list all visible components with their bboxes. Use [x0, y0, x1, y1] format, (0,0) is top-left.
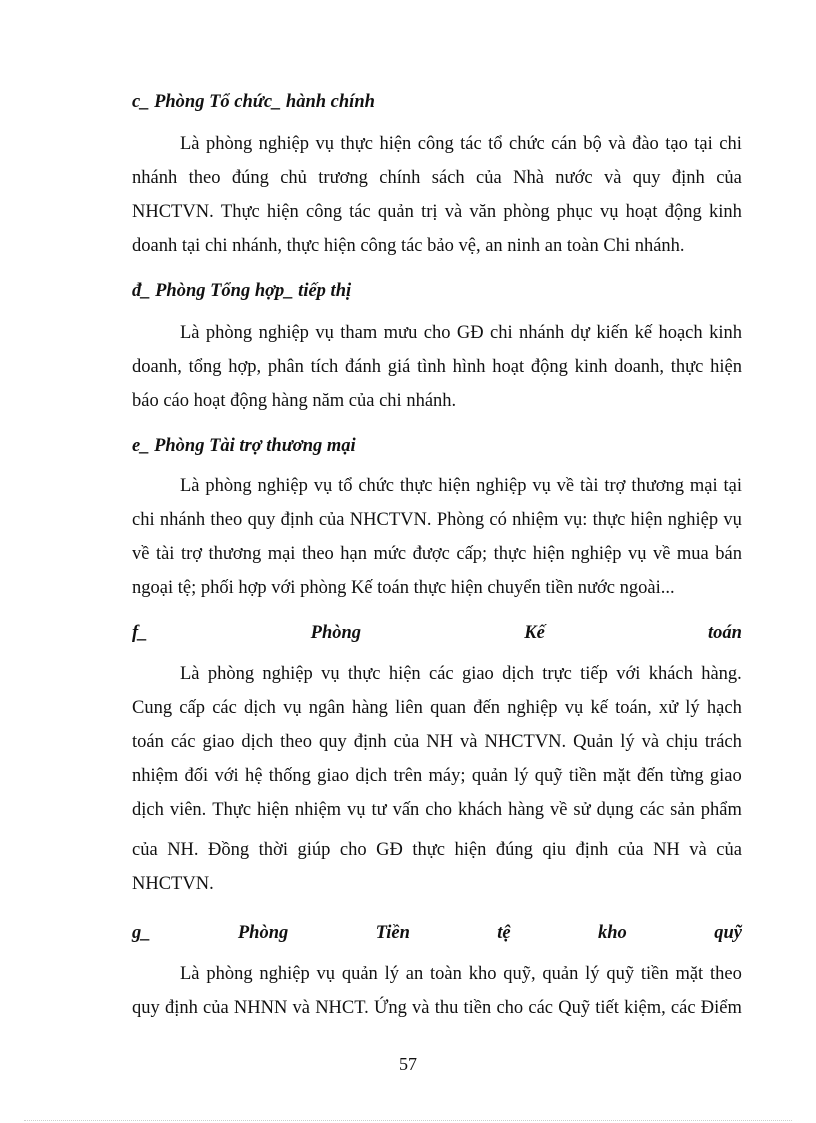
word: định: [353, 732, 387, 752]
word: toán,: [615, 698, 652, 718]
word: của: [716, 840, 742, 860]
word: vụ:: [563, 510, 588, 530]
word: dịch: [502, 664, 534, 684]
footer-dotted-rule: [24, 1120, 792, 1121]
word: thời: [258, 840, 288, 860]
word: và: [292, 998, 310, 1018]
word: theo: [301, 544, 334, 564]
word: cho: [496, 998, 524, 1018]
text-line: [132, 833, 742, 867]
word: sản: [670, 800, 695, 820]
word: quản: [341, 964, 378, 984]
word: hàng: [508, 800, 545, 820]
word: Thực: [220, 202, 260, 222]
heading-word: f_: [132, 623, 148, 643]
text-line: [132, 991, 742, 1025]
word: ngân: [308, 698, 345, 718]
word: NHCT.: [315, 998, 369, 1018]
heading-word: Kế: [524, 623, 545, 643]
word: Quản: [573, 732, 614, 752]
word: hạch: [706, 698, 742, 718]
page-number: 57: [399, 1054, 417, 1074]
word: nghiệp: [507, 698, 558, 718]
word: hiện: [710, 357, 742, 377]
word: viên.: [169, 800, 207, 820]
word: nhánh: [519, 323, 565, 343]
word: cho: [339, 840, 367, 860]
word: quy: [632, 168, 661, 188]
word: thương: [208, 544, 262, 564]
word: của: [318, 510, 345, 530]
word: hệ: [244, 766, 263, 786]
word: định: [280, 510, 314, 530]
word: bán: [715, 544, 742, 564]
section-body-d: [132, 316, 742, 418]
section-body-c: [132, 127, 742, 263]
word: kiệm,: [624, 998, 666, 1018]
word: chính: [379, 168, 421, 188]
word: vụ: [347, 800, 366, 820]
word: đến: [636, 766, 664, 786]
word: và: [689, 840, 707, 860]
section-heading-g: [132, 921, 742, 945]
word: động: [530, 357, 568, 377]
word: cho: [425, 800, 452, 820]
word: từng: [669, 766, 704, 786]
word: hoạt: [492, 357, 525, 377]
word: phẩm: [700, 800, 742, 820]
word: GĐ: [456, 323, 484, 343]
word: kế: [634, 323, 653, 343]
heading-word: g_: [132, 923, 151, 943]
word: tiền: [463, 998, 492, 1018]
word: quỹ: [606, 964, 635, 984]
word: vấn: [392, 800, 420, 820]
word: trợ: [604, 476, 626, 496]
word: nghiệp: [262, 664, 313, 684]
word: chịu: [666, 732, 698, 752]
word: tiền: [568, 766, 597, 786]
word: với: [616, 664, 641, 684]
word: tiếp: [580, 664, 608, 684]
word: Là: [180, 964, 200, 984]
word: của: [393, 732, 420, 752]
word: chức: [508, 134, 545, 154]
word: dịch: [132, 800, 164, 820]
word: phân: [267, 357, 304, 377]
word: của: [617, 840, 644, 860]
word: chi: [132, 510, 155, 530]
word: tham: [340, 323, 378, 343]
word: công: [305, 202, 342, 222]
word: và: [444, 202, 463, 222]
word: cấp;: [456, 544, 488, 564]
word: Thực: [212, 800, 252, 820]
word: hoạch: [658, 323, 703, 343]
word: tích: [310, 357, 339, 377]
word: chi: [719, 134, 742, 154]
word: hiện: [454, 840, 487, 860]
word: quỹ: [534, 766, 563, 786]
word: thu: [434, 998, 459, 1018]
word: kinh: [574, 357, 608, 377]
word: tác: [349, 202, 371, 222]
word: mại: [267, 544, 296, 564]
word: đào: [632, 134, 659, 154]
word: trợ: [180, 544, 203, 564]
word: phòng: [205, 134, 253, 154]
word: nhiệm: [512, 510, 559, 530]
word: thực: [493, 544, 527, 564]
text-line: [132, 127, 742, 161]
word: NH.: [167, 840, 199, 860]
word: vụ: [321, 664, 340, 684]
word: hiện: [257, 800, 289, 820]
word: Là: [180, 323, 200, 343]
section-body-g: [132, 957, 742, 1025]
heading-word: toán: [708, 623, 742, 643]
word: trương: [318, 168, 368, 188]
word: Quỹ: [558, 998, 591, 1018]
word: dịch: [355, 766, 388, 786]
text-line: doanh tại chi nhánh, thực hiện công tác bảo vệ, an ninh an toàn Chi nhánh.: [132, 236, 685, 256]
section-heading-d: đ_ Phòng Tổng hợp_ tiếp thị: [132, 281, 352, 301]
word: dịch: [244, 698, 276, 718]
word: hiện: [630, 510, 663, 530]
word: tác: [460, 134, 482, 154]
word: giá: [387, 357, 411, 377]
word: mua: [676, 544, 709, 564]
word: cấp: [179, 698, 205, 718]
word: thực: [340, 134, 374, 154]
word: quản: [377, 202, 414, 222]
word: hiện: [438, 476, 471, 496]
word: hiện: [266, 202, 299, 222]
word: nước: [555, 168, 593, 188]
word: thống: [268, 766, 311, 786]
word: hiện: [379, 134, 412, 154]
word: hiện: [532, 544, 565, 564]
word: hình: [452, 357, 486, 377]
word: kiến: [596, 323, 629, 343]
word: nghiệp: [258, 134, 309, 154]
word: đến: [473, 698, 500, 718]
word: mưu: [383, 323, 418, 343]
text-line: [132, 469, 742, 503]
word: sách: [431, 168, 465, 188]
text-line: [132, 657, 742, 691]
word: hợp,: [228, 357, 262, 377]
word: thương: [631, 476, 685, 496]
text-line: ngoại tệ; phối hợp với phòng Kế toán thực hiện chuyển tiền nước ngoài...: [132, 578, 675, 598]
word: mặt: [602, 766, 631, 786]
section-heading-e: e_ Phòng Tài trợ thương mại: [132, 436, 356, 456]
word: phòng: [205, 323, 253, 343]
word: quỹ,: [503, 964, 536, 984]
word: nghiệp: [476, 476, 527, 496]
section-heading-f: [132, 621, 742, 645]
text-line: [132, 759, 742, 793]
word: các: [670, 998, 696, 1018]
word: trực: [542, 664, 572, 684]
word: tư: [371, 800, 387, 820]
word: phòng: [205, 476, 252, 496]
word: tại: [694, 134, 713, 154]
text-line: [132, 957, 742, 991]
word: với: [214, 766, 239, 786]
word: về: [550, 800, 568, 820]
word: Đồng: [208, 840, 250, 860]
word: văn: [469, 202, 497, 222]
word: Ứng: [374, 998, 407, 1018]
word: an: [405, 964, 424, 984]
text-line: [132, 691, 742, 725]
word: giao: [709, 766, 742, 786]
word: nhánh: [159, 510, 206, 530]
word: chủ: [280, 168, 307, 188]
word: Là: [180, 664, 200, 684]
word: vụ: [599, 202, 619, 222]
word: hàng: [351, 698, 388, 718]
word: tài: [155, 544, 175, 564]
word: vụ: [315, 134, 334, 154]
word: giao: [202, 732, 235, 752]
word: thực: [670, 357, 704, 377]
text-line: [132, 793, 742, 827]
word: vụ: [564, 698, 584, 718]
word: đúng: [231, 168, 269, 188]
word: trị: [421, 202, 438, 222]
word: Điểm: [700, 998, 742, 1018]
word: về: [652, 544, 671, 564]
word: tại: [723, 476, 742, 496]
heading-word: quỹ: [714, 923, 742, 943]
word: qiu: [542, 840, 566, 860]
word: theo: [188, 168, 221, 188]
text-line: [132, 350, 742, 384]
word: tài: [580, 476, 599, 496]
word: định: [671, 168, 705, 188]
word: doanh,: [132, 357, 182, 377]
word: quy: [132, 998, 160, 1018]
word: đối: [184, 766, 209, 786]
word: bộ: [583, 134, 602, 154]
heading-word: kho: [598, 923, 627, 943]
word: theo: [280, 732, 313, 752]
word: quy: [319, 732, 347, 752]
word: giúp: [297, 840, 331, 860]
text-line: [132, 503, 742, 537]
word: của: [203, 998, 229, 1018]
text-line: [132, 316, 742, 350]
word: vụ: [723, 510, 742, 530]
text-line: [132, 537, 742, 571]
word: nghiệp: [667, 510, 719, 530]
word: Là: [180, 134, 200, 154]
word: công: [417, 134, 454, 154]
word: trách: [704, 732, 742, 752]
word: Cung: [132, 698, 173, 718]
word: có: [489, 510, 507, 530]
word: mại: [689, 476, 718, 496]
word: và: [603, 168, 622, 188]
word: thực: [412, 840, 445, 860]
word: đánh: [345, 357, 382, 377]
word: toán: [132, 732, 164, 752]
word: phòng: [207, 664, 255, 684]
word: kế: [590, 698, 608, 718]
word: quản: [542, 964, 579, 984]
word: tổ: [488, 134, 503, 154]
word: kinh: [709, 323, 742, 343]
word: vụ: [316, 964, 336, 984]
word: thực: [399, 476, 433, 496]
word: thực: [592, 510, 626, 530]
word: về: [132, 544, 150, 564]
word: hoạt: [625, 202, 658, 222]
word: lý: [384, 964, 399, 984]
word: của: [476, 168, 502, 188]
heading-word: Phòng: [310, 623, 362, 643]
word: NHCTVN.: [132, 202, 214, 222]
word: NH: [426, 732, 454, 752]
word: Là: [180, 476, 200, 496]
word: Phòng: [436, 510, 485, 530]
word: lý: [514, 766, 529, 786]
word: vụ: [532, 476, 551, 496]
word: động: [664, 202, 702, 222]
word: vụ: [283, 698, 302, 718]
word: doanh,: [614, 357, 665, 377]
word: đúng: [495, 840, 533, 860]
section-body-f: [132, 657, 742, 901]
word: lý: [685, 698, 700, 718]
word: lý: [620, 732, 635, 752]
word: kho: [468, 964, 497, 984]
word: các: [429, 664, 454, 684]
word: máy;: [428, 766, 466, 786]
word: thực: [347, 664, 381, 684]
word: vụ: [627, 544, 647, 564]
word: nghiệp: [571, 544, 622, 564]
word: toàn: [430, 964, 462, 984]
word: trên: [393, 766, 423, 786]
word: nghiệp: [257, 476, 308, 496]
heading-word: Tiền: [375, 923, 410, 943]
text-line: [132, 161, 742, 195]
word: hàng.: [701, 664, 742, 684]
word: vụ: [313, 476, 333, 496]
word: giao: [461, 664, 494, 684]
section-body-e: [132, 469, 742, 605]
word: cán: [551, 134, 577, 154]
word: quản: [471, 766, 508, 786]
word: giao: [317, 766, 350, 786]
word: quan: [430, 698, 467, 718]
word: sử: [573, 800, 591, 820]
word: định: [164, 998, 198, 1018]
word: nhiệm: [132, 766, 179, 786]
word: NHCTVN.: [349, 510, 432, 530]
word: tổng: [188, 357, 222, 377]
word: và: [608, 134, 626, 154]
word: xử: [658, 698, 679, 718]
word: NH: [653, 840, 680, 860]
word: được: [412, 544, 450, 564]
word: dụng: [596, 800, 634, 820]
word: nghiệp: [258, 323, 309, 343]
word: của: [132, 840, 158, 860]
word: theo: [710, 964, 742, 984]
word: vụ: [315, 323, 334, 343]
word: dự: [570, 323, 590, 343]
word: chức: [358, 476, 395, 496]
word: liên: [395, 698, 423, 718]
word: dịch: [241, 732, 274, 752]
word: của: [716, 168, 742, 188]
word: NHCTVN.: [484, 732, 567, 752]
word: và: [412, 998, 430, 1018]
word: GĐ: [376, 840, 403, 860]
word: nghiệp: [259, 964, 310, 984]
word: và: [641, 732, 660, 752]
word: các: [170, 732, 196, 752]
text-line: [132, 195, 742, 229]
word: tổ: [338, 476, 353, 496]
word: hiện: [388, 664, 421, 684]
word: định: [575, 840, 609, 860]
word: nhiệm: [294, 800, 342, 820]
word: chi: [490, 323, 513, 343]
word: Nhà: [513, 168, 544, 188]
word: phòng: [503, 202, 550, 222]
word: mức: [373, 544, 407, 564]
word: tiết: [595, 998, 619, 1018]
text-line: NHCTVN.: [132, 874, 214, 894]
word: theo: [210, 510, 243, 530]
word: các: [639, 800, 665, 820]
word: các: [212, 698, 237, 718]
word: khách: [648, 664, 693, 684]
word: tình: [417, 357, 446, 377]
word: mặt: [675, 964, 704, 984]
heading-word: Phòng: [237, 923, 289, 943]
word: nhánh: [132, 168, 178, 188]
word: cho: [423, 323, 451, 343]
word: NHNN: [233, 998, 288, 1018]
section-heading-c: c_ Phòng Tổ chức_ hành chính: [132, 92, 375, 112]
word: quy: [247, 510, 276, 530]
text-line: báo cáo hoạt động hàng năm của chi nhánh.: [132, 391, 457, 411]
word: hạn: [340, 544, 367, 564]
word: tiền: [640, 964, 669, 984]
word: kinh: [708, 202, 742, 222]
word: khách: [457, 800, 503, 820]
word: các: [528, 998, 554, 1018]
word: về: [556, 476, 575, 496]
word: lý: [585, 964, 600, 984]
heading-word: tệ: [497, 923, 511, 943]
word: phòng: [206, 964, 253, 984]
word: phục: [556, 202, 593, 222]
text-line: [132, 725, 742, 759]
word: và: [460, 732, 478, 752]
word: tạo: [665, 134, 688, 154]
